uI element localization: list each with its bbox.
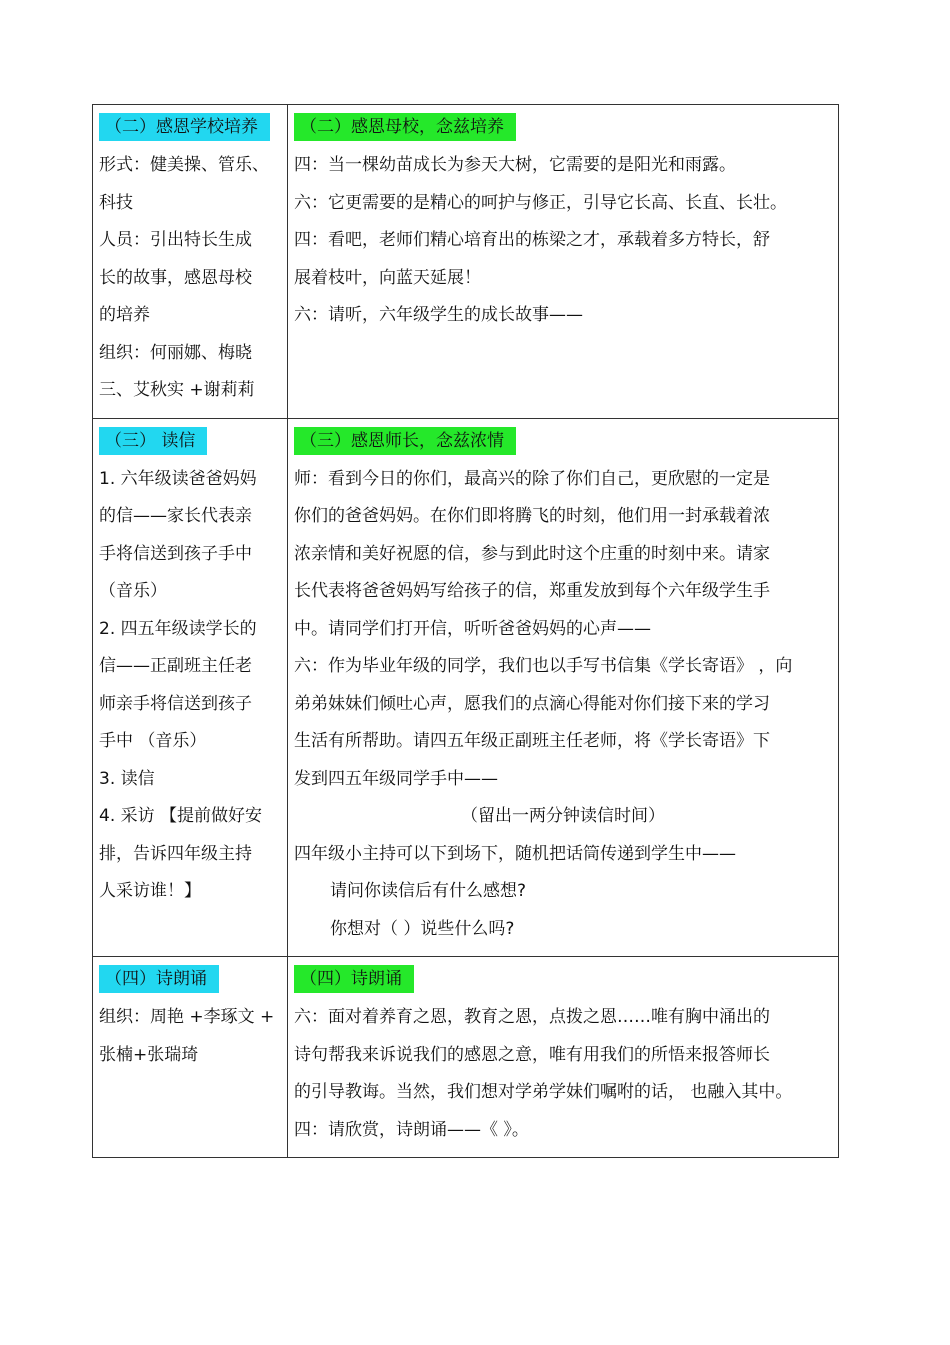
text-line: 组织：周艳 +李琢文 + [99,1007,275,1027]
left-cell [93,105,288,419]
text-line: 生活有所帮助。请四五年级正副班主任老师，将《学长寄语》下 [294,731,770,751]
text-line: 长代表将爸爸妈妈写给孩子的信，郑重发放到每个六年级学生手 [294,581,770,601]
left-cell [93,957,288,1158]
interview-question: 请问你读信后有什么感想? [330,881,527,901]
text-line: 人员：引出特长生成 [99,230,252,250]
text-line: （音乐） [99,581,167,601]
text-line: 信——正副班主任老 [99,656,252,676]
right-cell [288,418,839,957]
text-line: 诗句帮我来诉说我们的感恩之意，唯有用我们的所悟来报答师长 [294,1044,770,1065]
text-line: 的信——家长代表亲 [99,506,252,526]
text-line: 六：作为毕业年级的同学，我们也以手写书信集《学长寄语》 ，向 [294,656,793,676]
text-line: 发到四五年级同学手中—— [294,768,498,789]
text-line: 的培养 [99,305,150,325]
text-line: 四：看吧，老师们精心培育出的栋梁之才，承载着多方特长，舒 [294,230,770,250]
table-row [93,105,839,419]
text-line: 4. 采访 【提前做好安 [99,806,263,826]
text-line: 中。请同学们打开信，听听爸爸妈妈的心声—— [294,618,651,639]
text-line: 三、艾秋实 +谢莉莉 [99,380,255,400]
text-line: 展着枝叶，向蓝天延展！ [294,267,481,288]
text-line: 师亲手将信送到孩子 [99,693,252,714]
text-line: 组织：何丽娜、梅晓 [99,342,252,363]
text-line: 六：面对着养育之恩，教育之恩，点拨之恩……唯有胸中涌出的 [294,1007,770,1027]
text-line: 手将信送到孩子手中 [99,543,252,564]
text-line: 手中 （音乐） [99,731,207,751]
section-heading: （二）感恩学校培养 [99,113,270,141]
stage-direction: （留出一两分钟读信时间） [461,806,665,826]
section-heading: （三）感恩师长，念兹浓情 [294,427,516,455]
text-line: 形式：健美操、管乐、 [99,155,269,175]
section-heading: （四）诗朗诵 [99,965,219,993]
text-line: 你们的爸爸妈妈。在你们即将腾飞的时刻，他们用一封承载着浓 [294,506,770,526]
text-line: 四年级小主持可以下到场下，随机把话筒传递到学生中—— [294,843,736,864]
text-line: 弟弟妹妹们倾吐心声，愿我们的点滴心得能对你们接下来的学习 [294,693,770,714]
text-line: 六：它更需要的是精心的呵护与修正，引导它长高、长直、长壮。 [294,192,787,213]
text-line: 排，告诉四年级主持 [99,843,252,864]
text-line: 长的故事，感恩母校 [99,267,252,288]
text-line: 科技 [99,192,133,213]
table-row [93,418,839,957]
text-line: 的引导教诲。当然，我们想对学弟学妹们嘱咐的话， 也融入其中。 [294,1082,793,1102]
text-line: 1. 六年级读爸爸妈妈 [99,468,257,489]
program-table-container [92,104,839,1158]
text-line: 六：请听，六年级学生的成长故事—— [294,305,583,325]
table-row [93,957,839,1158]
section-heading: （三） 读信 [99,427,207,455]
right-cell [288,957,839,1158]
text-line: 四：请欣赏，诗朗诵——《 》。 [294,1119,529,1140]
text-line: 3. 读信 [99,768,155,789]
text-line: 人采访谁！】 [99,881,201,901]
text-line: 2. 四五年级读学长的 [99,618,257,639]
program-table [92,104,839,1158]
text-line: 张楠+张瑞琦 [99,1044,199,1065]
section-heading: （二）感恩母校，念兹培养 [294,113,516,141]
left-cell [93,418,288,957]
text-line: 师：看到今日的你们，最高兴的除了你们自己，更欣慰的一定是 [294,468,770,489]
interview-question: 你想对（ ）说些什么吗? [330,918,515,939]
text-line: 浓亲情和美好祝愿的信，参与到此时这个庄重的时刻中来。请家 [294,543,770,564]
text-line: 四：当一棵幼苗成长为参天大树，它需要的是阳光和雨露。 [294,155,736,175]
right-cell [288,105,839,419]
section-heading: （四）诗朗诵 [294,965,414,993]
